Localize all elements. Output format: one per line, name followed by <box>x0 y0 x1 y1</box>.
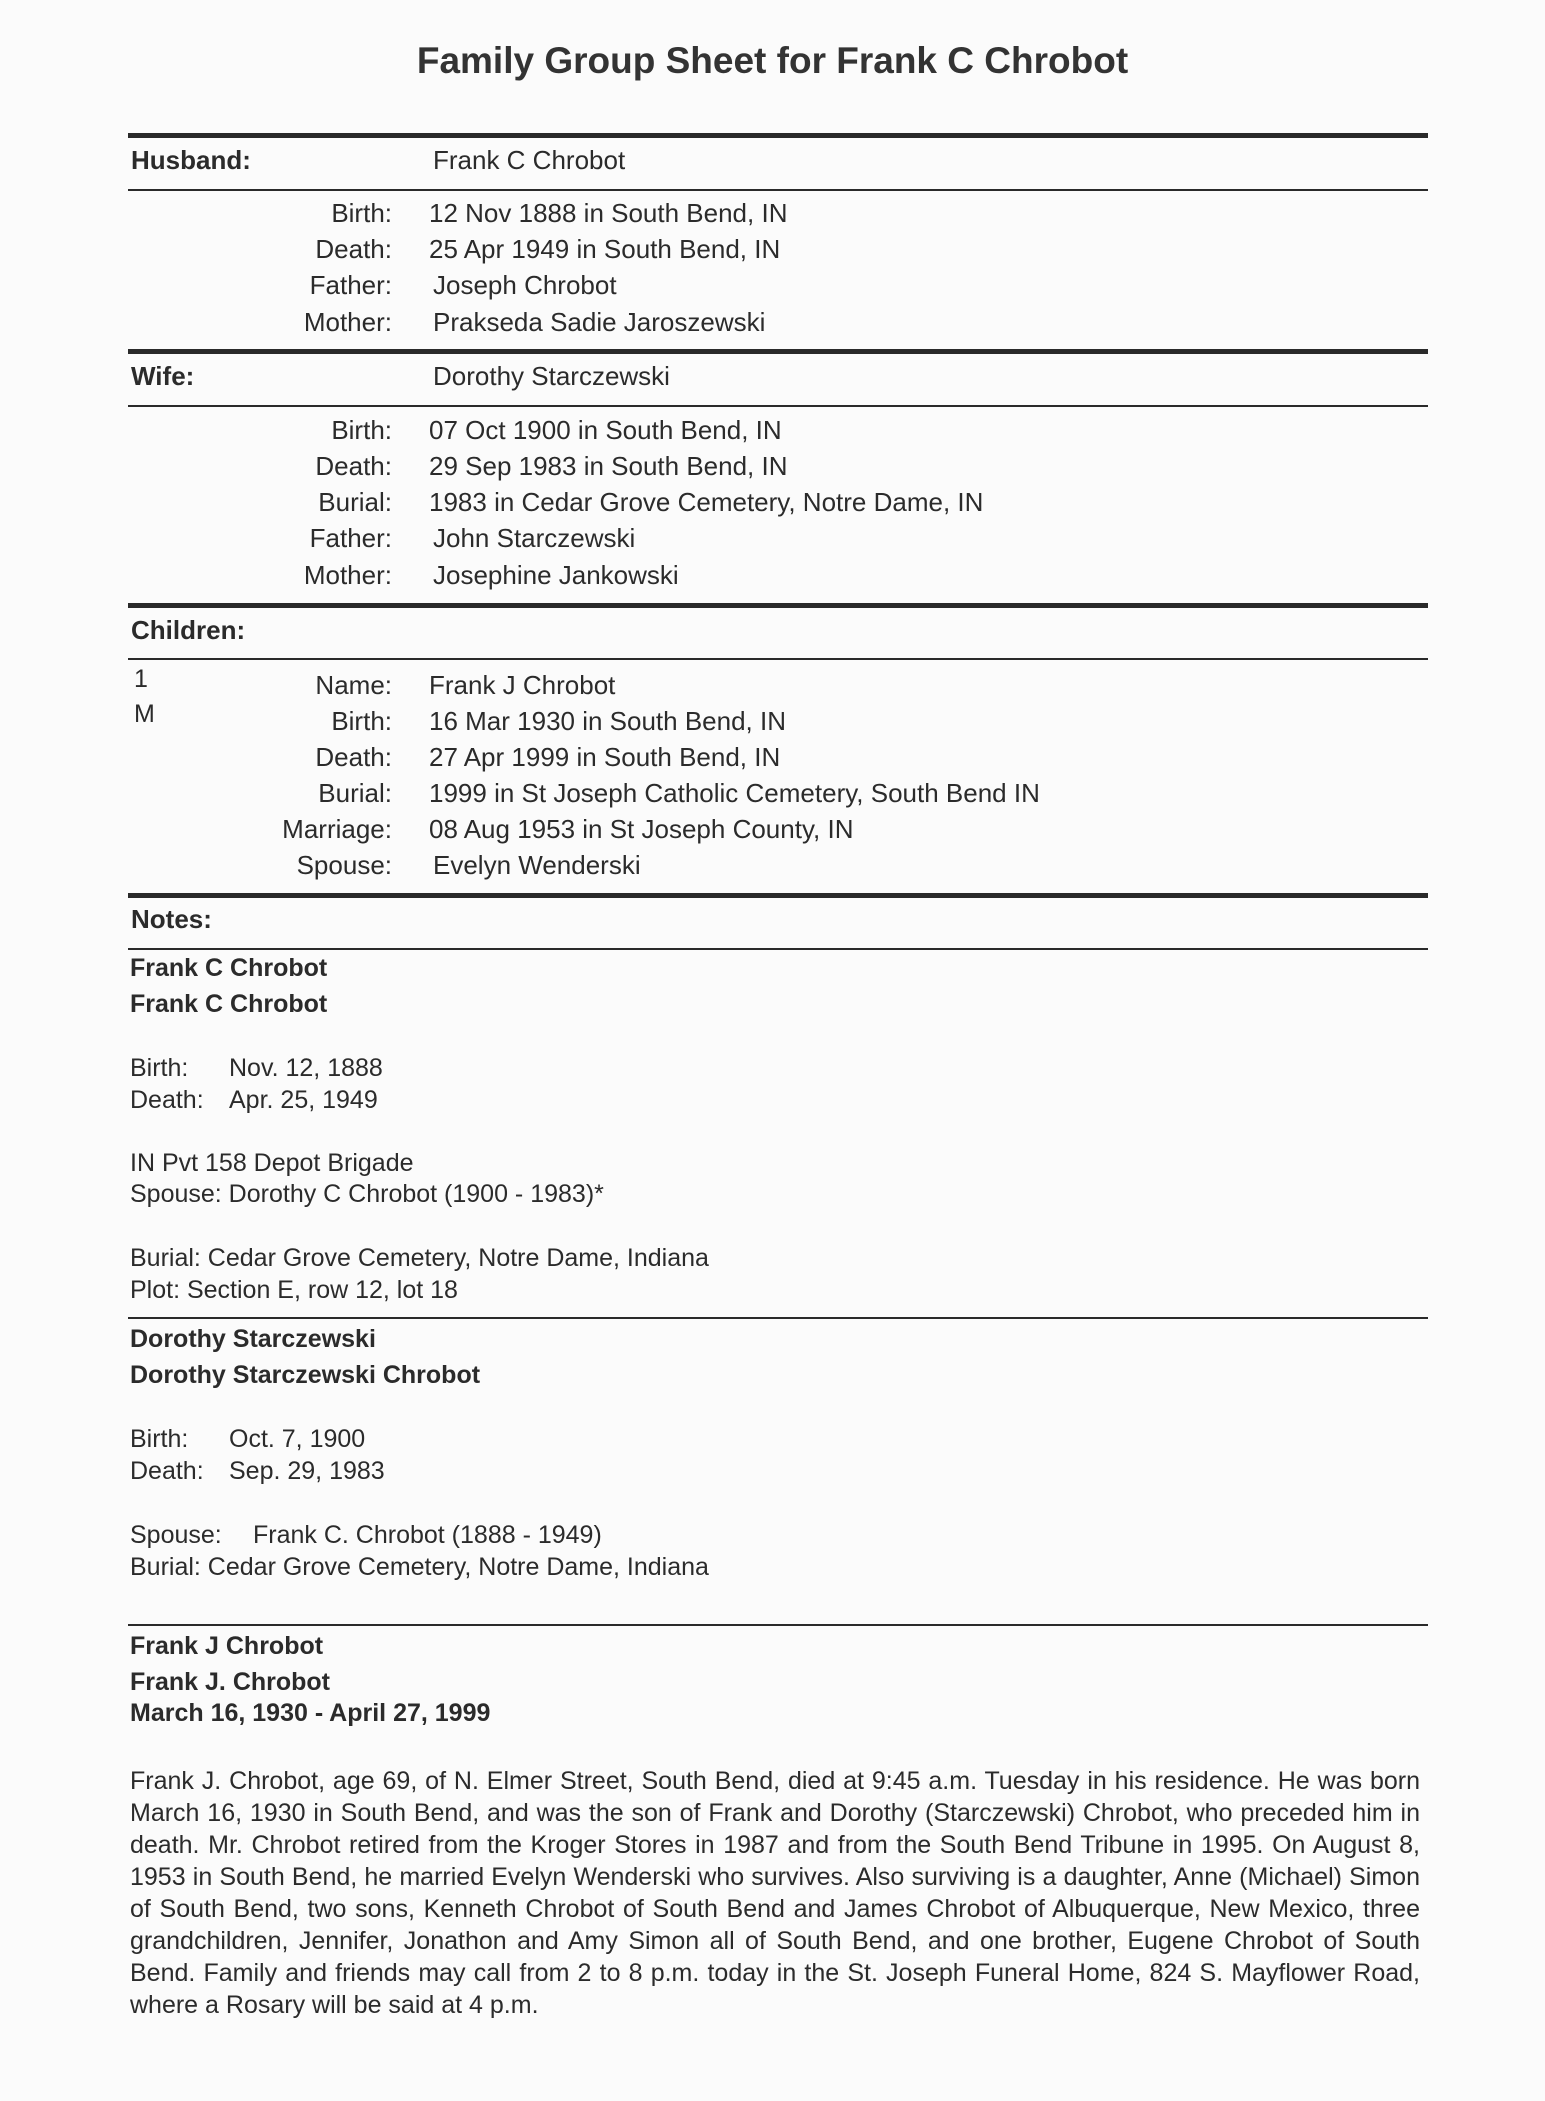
note-dorothy-subheading: Dorothy Starczewski Chrobot <box>130 1361 481 1389</box>
section-divider <box>128 349 1428 354</box>
husband-father-label: Father: <box>309 270 392 300</box>
wife-birth-label: Birth: <box>331 415 392 445</box>
note-divider <box>128 1317 1428 1319</box>
child-name-value: Frank J Chrobot <box>429 670 616 700</box>
child-death-value: 27 Apr 1999 in South Bend, IN <box>429 742 781 772</box>
note-frank-c-birth: Nov. 12, 1888 <box>229 1054 383 1082</box>
wife-name: Dorothy Starczewski <box>433 361 670 391</box>
wife-burial-value: 1983 in Cedar Grove Cemetery, Notre Dame, IN <box>429 487 984 517</box>
note-divider <box>128 1624 1428 1626</box>
husband-heading: Husband: <box>131 145 251 175</box>
child-spouse-value: Evelyn Wenderski <box>433 850 641 880</box>
child-burial-value: 1999 in St Joseph Catholic Cemetery, South Bend IN <box>429 778 1040 808</box>
section-divider <box>128 893 1428 898</box>
child-spouse-label: Spouse: <box>296 850 392 880</box>
wife-father-label: Father: <box>309 523 392 553</box>
note-frank-c-subheading: Frank C Chrobot <box>130 990 328 1018</box>
section-divider <box>128 405 1428 407</box>
child-marriage-value: 08 Aug 1953 in St Joseph County, IN <box>429 814 854 844</box>
note-frank-j-heading: Frank J Chrobot <box>130 1632 324 1660</box>
section-divider <box>128 189 1428 191</box>
husband-death-value: 25 Apr 1949 in South Bend, IN <box>429 234 781 264</box>
husband-mother-label: Mother: <box>303 307 392 337</box>
child-birth-label: Birth: <box>331 706 392 736</box>
wife-mother-label: Mother: <box>303 560 392 590</box>
wife-mother-value: Josephine Jankowski <box>433 560 679 590</box>
note-frank-c-spouse: Spouse: Dorothy C Chrobot (1900 - 1983)* <box>130 1180 604 1208</box>
note-dorothy-spouse-label: Spouse: <box>130 1521 222 1549</box>
note-dorothy-heading: Dorothy Starczewski <box>130 1325 376 1353</box>
note-frank-c-heading: Frank C Chrobot <box>130 954 328 982</box>
wife-death-label: Death: <box>315 451 392 481</box>
child-sex: M <box>134 700 155 728</box>
note-dorothy-death-label: Death: <box>130 1457 204 1485</box>
note-frank-j-subheading: Frank J. Chrobot <box>130 1668 331 1696</box>
page-title: Family Group Sheet for Frank C Chrobot <box>416 40 1129 81</box>
note-frank-c-birth-label: Birth: <box>130 1054 189 1082</box>
child-number: 1 <box>134 665 148 693</box>
note-frank-c-unit: IN Pvt 158 Depot Brigade <box>130 1149 414 1177</box>
wife-birth-value: 07 Oct 1900 in South Bend, IN <box>429 415 782 445</box>
child-burial-label: Burial: <box>318 778 392 808</box>
wife-heading: Wife: <box>131 361 195 391</box>
section-divider <box>128 948 1428 950</box>
note-frank-c-death: Apr. 25, 1949 <box>229 1086 378 1114</box>
husband-birth-value: 12 Nov 1888 in South Bend, IN <box>429 198 788 228</box>
wife-father-value: John Starczewski <box>433 523 636 553</box>
child-death-label: Death: <box>315 742 392 772</box>
child-marriage-label: Marriage: <box>282 814 392 844</box>
wife-death-value: 29 Sep 1983 in South Bend, IN <box>429 451 788 481</box>
note-frank-j-dates: March 16, 1930 - April 27, 1999 <box>130 1699 491 1727</box>
note-frank-c-death-label: Death: <box>130 1086 204 1114</box>
wife-burial-label: Burial: <box>318 487 392 517</box>
note-dorothy-death: Sep. 29, 1983 <box>229 1457 385 1485</box>
section-divider <box>128 658 1428 660</box>
husband-birth-label: Birth: <box>331 198 392 228</box>
child-birth-value: 16 Mar 1930 in South Bend, IN <box>429 706 787 736</box>
section-divider <box>128 133 1428 138</box>
note-dorothy-birth-label: Birth: <box>130 1425 189 1453</box>
notes-heading: Notes: <box>131 904 212 934</box>
husband-father-value: Joseph Chrobot <box>433 270 617 300</box>
section-divider <box>128 603 1428 608</box>
note-dorothy-spouse: Frank C. Chrobot (1888 - 1949) <box>253 1521 602 1549</box>
note-frank-j-obituary: Frank J. Chrobot, age 69, of N. Elmer Street, South Bend, died at 9:45 a.m. Tuesday in his residence. He was born March 16, 1930 in South Bend, and was the son of Frank and Dorothy (Starczewski) Chrobot, who preceded him in death. Mr. Chrobot retired from the Kroger Stores in 1987 and from the South Bend Tribune in 1995. On August 8, 1953 in South Bend, he married Evelyn Wenderski who survives. Also surviving is a daughter, Anne (Michael) Simon of South Bend, two sons, Kenneth Chrobot of South Bend and James Chrobot of Albuquerque, New Mexico, three grandchildren, Jennifer, Jonathon and Amy Simon all of South Bend, and one brother, Eugene Chrobot of South Bend. Family and friends may call from 2 to 8 p.m. today in the St. Joseph Funeral Home, 824 S. Mayflower Road, where a Rosary will be said at 4 p.m. <box>130 1767 1420 2019</box>
note-frank-c-burial: Burial: Cedar Grove Cemetery, Notre Dame, Indiana <box>130 1244 709 1272</box>
note-frank-c-plot: Plot: Section E, row 12, lot 18 <box>130 1276 458 1304</box>
husband-mother-value: Prakseda Sadie Jaroszewski <box>433 307 766 337</box>
husband-death-label: Death: <box>315 234 392 264</box>
children-heading: Children: <box>131 615 246 645</box>
note-dorothy-burial: Burial: Cedar Grove Cemetery, Notre Dame, Indiana <box>130 1553 709 1581</box>
child-name-label: Name: <box>315 670 392 700</box>
husband-name: Frank C Chrobot <box>433 145 626 175</box>
note-dorothy-birth: Oct. 7, 1900 <box>229 1425 366 1453</box>
